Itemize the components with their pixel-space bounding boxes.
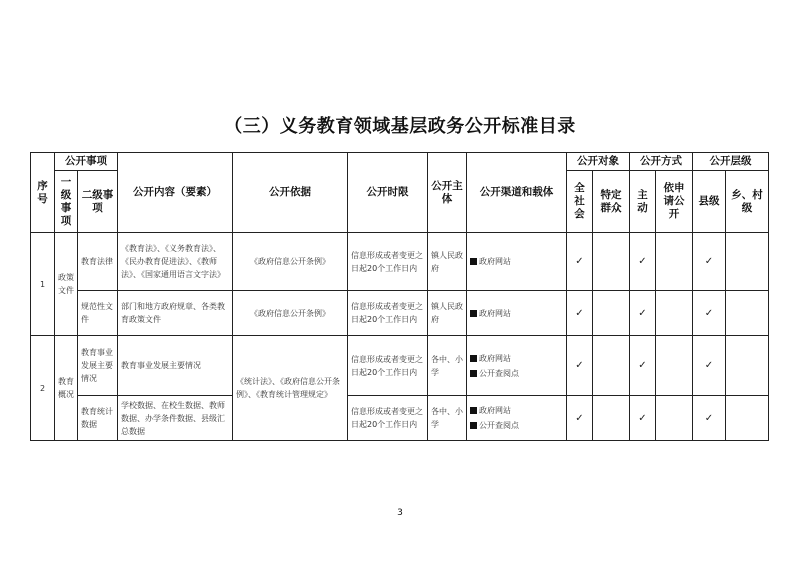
empty-township	[726, 336, 769, 396]
content-cell: 《教育法》、《义务教育法》、《民办教育促进法》、《教师法》、《国家通用语言文字法》	[118, 233, 233, 291]
empty-on-request	[656, 291, 693, 336]
first-level-cell: 政策文件	[55, 233, 78, 336]
header-content: 公开内容（要素）	[118, 153, 233, 233]
channel-cell	[467, 291, 567, 336]
second-level-cell: 教育统计数据	[78, 396, 118, 441]
subject-cell: 各中、小学	[428, 396, 467, 441]
table-row	[31, 396, 769, 441]
second-level-cell: 规范性文件	[78, 291, 118, 336]
empty-specific-group	[593, 396, 630, 441]
subject-cell: 各中、小学	[428, 336, 467, 396]
time-limit-cell: 信息形成或者变更之日起20个工作日内	[348, 291, 428, 336]
tick-county: ✓	[693, 396, 726, 441]
header-township: 乡、村级	[726, 171, 769, 233]
tick-all-society: ✓	[567, 336, 593, 396]
tick-active: ✓	[630, 336, 656, 396]
tick-active: ✓	[630, 291, 656, 336]
seq-cell: 2	[31, 336, 55, 441]
empty-specific-group	[593, 291, 630, 336]
square-bullet-icon	[470, 258, 477, 265]
header-group-target: 公开对象	[567, 153, 630, 171]
table-row	[31, 291, 769, 336]
header-group-items: 公开事项	[55, 153, 118, 171]
header-on-request: 依申请公开	[656, 171, 693, 233]
empty-township	[726, 396, 769, 441]
header-basis: 公开依据	[233, 153, 348, 233]
subject-cell: 镇人民政府	[428, 233, 467, 291]
channel-item: 公开查阅点	[470, 419, 563, 432]
seq-cell: 1	[31, 233, 55, 336]
empty-on-request	[656, 396, 693, 441]
table-row	[31, 336, 769, 396]
tick-all-society: ✓	[567, 291, 593, 336]
page-number: 3	[397, 508, 403, 518]
content-cell: 部门和地方政府规章、各类教育政策文件	[118, 291, 233, 336]
square-bullet-icon	[470, 370, 477, 377]
empty-on-request	[656, 233, 693, 291]
table-row	[31, 233, 769, 291]
time-limit-cell: 信息形成或者变更之日起20个工作日内	[348, 396, 428, 441]
header-group-level: 公开层级	[693, 153, 769, 171]
square-bullet-icon	[470, 407, 477, 414]
channel-item: 公开查阅点	[470, 367, 563, 380]
tick-active: ✓	[630, 233, 656, 291]
header-seq: 序号	[31, 153, 55, 233]
subject-cell: 镇人民政府	[428, 291, 467, 336]
tick-county: ✓	[693, 336, 726, 396]
header-specific-group: 特定群众	[593, 171, 630, 233]
channel-item: 政府网站	[470, 307, 563, 320]
tick-all-society: ✓	[567, 396, 593, 441]
header-first-level: 一级事项	[55, 171, 78, 233]
empty-on-request	[656, 336, 693, 396]
time-limit-cell: 信息形成或者变更之日起20个工作日内	[348, 233, 428, 291]
channel-item: 政府网站	[470, 255, 563, 268]
channel-item: 政府网站	[470, 404, 563, 417]
square-bullet-icon	[470, 355, 477, 362]
header-channel: 公开渠道和载体	[467, 153, 567, 233]
tick-county: ✓	[693, 233, 726, 291]
empty-township	[726, 233, 769, 291]
tick-county: ✓	[693, 291, 726, 336]
basis-cell: 《政府信息公开条例》	[233, 233, 348, 291]
tick-active: ✓	[630, 396, 656, 441]
header-time-limit: 公开时限	[348, 153, 428, 233]
tick-all-society: ✓	[567, 233, 593, 291]
second-level-cell: 教育事业发展主要情况	[78, 336, 118, 396]
header-county: 县级	[693, 171, 726, 233]
header-all-society: 全社会	[567, 171, 593, 233]
time-limit-cell: 信息形成或者变更之日起20个工作日内	[348, 336, 428, 396]
basis-cell: 《政府信息公开条例》	[233, 291, 348, 336]
second-level-cell: 教育法律	[78, 233, 118, 291]
channel-cell	[467, 233, 567, 291]
basis-cell: 《统计法》、《政府信息公开条例》、《教育统计管理规定》	[233, 336, 348, 441]
header-active: 主动	[630, 171, 656, 233]
content-cell: 教育事业发展主要情况	[118, 336, 233, 396]
empty-township	[726, 291, 769, 336]
square-bullet-icon	[470, 422, 477, 429]
content-cell: 学校数据、在校生数据、教师数据、办学条件数据、县级汇总数据	[118, 396, 233, 441]
header-second-level: 二级事项	[78, 171, 118, 233]
first-level-cell: 教育概况	[55, 336, 78, 441]
page-title: （三）义务教育领域基层政务公开标准目录	[224, 116, 576, 137]
disclosure-catalog-table	[30, 152, 769, 441]
header-group-method: 公开方式	[630, 153, 693, 171]
channel-item: 政府网站	[470, 352, 563, 365]
empty-specific-group	[593, 336, 630, 396]
channel-cell	[467, 396, 567, 441]
empty-specific-group	[593, 233, 630, 291]
header-subject: 公开主体	[428, 153, 467, 233]
square-bullet-icon	[470, 310, 477, 317]
channel-cell	[467, 336, 567, 396]
